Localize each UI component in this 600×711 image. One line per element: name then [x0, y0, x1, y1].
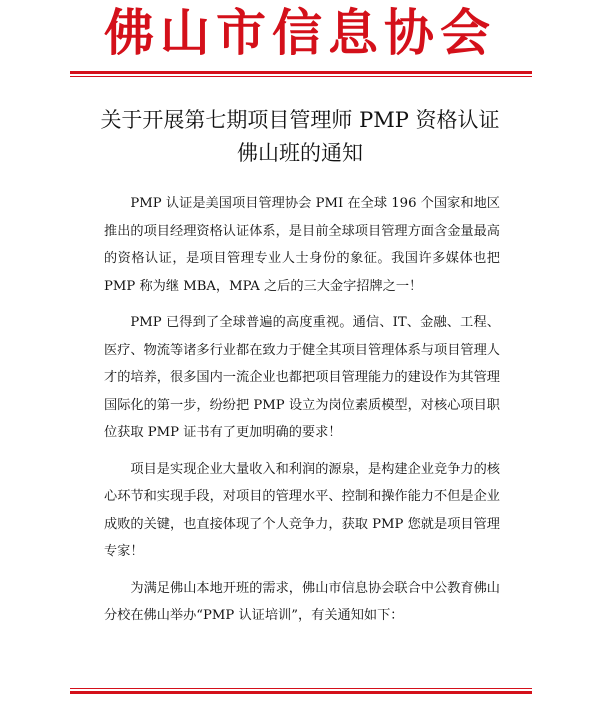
- body-paragraph-1: PMP 认证是美国项目管理协会 PMI 在全球 196 个国家和地区推出的项目经理资格认证体系，是目前全球项目管理方面含金量最高的资格认证，是项目管理专业人士身份的象征。我国许多媒体也把 PMP 称为继 MBA，MPA 之后的三大金字招牌之一！: [104, 196, 500, 294]
- masthead-org-name: 佛山市信息协会: [104, 3, 496, 62]
- masthead-rule-thick: [70, 71, 532, 74]
- notice-title-line-1: 关于开展第七期项目管理师 PMP 资格认证: [100, 108, 500, 132]
- body-paragraph-4: 为满足佛山本地开班的需求，佛山市信息协会联合中公教育佛山分校在佛山举办“PMP 认证培训”，有关通知如下：: [104, 580, 500, 623]
- notice-body: [104, 190, 500, 639]
- footer-rule-thin: [70, 688, 532, 689]
- notice-title: [0, 104, 600, 170]
- notice-title-line-2: 佛山班的通知: [237, 141, 363, 165]
- body-paragraph-3: 项目是实现企业大量收入和利润的源泉，是构建企业竞争力的核心环节和实现手段，对项目的管理水平、控制和操作能力不但是企业成败的关键，也直接体现了个人竞争力，获取 PMP 您就是项目管理专家！: [104, 461, 500, 559]
- masthead-rule-thin: [70, 76, 532, 77]
- footer-rule-thick: [70, 691, 532, 694]
- body-paragraph-2: PMP 已得到了全球普遍的高度重视。通信、IT、金融、工程、医疗、物流等诸多行业都在致力于健全其项目管理体系与项目管理人才的培养，很多国内一流企业也都把项目管理能力的建设作为其管理国际化的第一步，纷纷把 PMP 设立为岗位素质模型，对核心项目职位获取 PMP 证书有了更加明确的要求！: [104, 315, 500, 440]
